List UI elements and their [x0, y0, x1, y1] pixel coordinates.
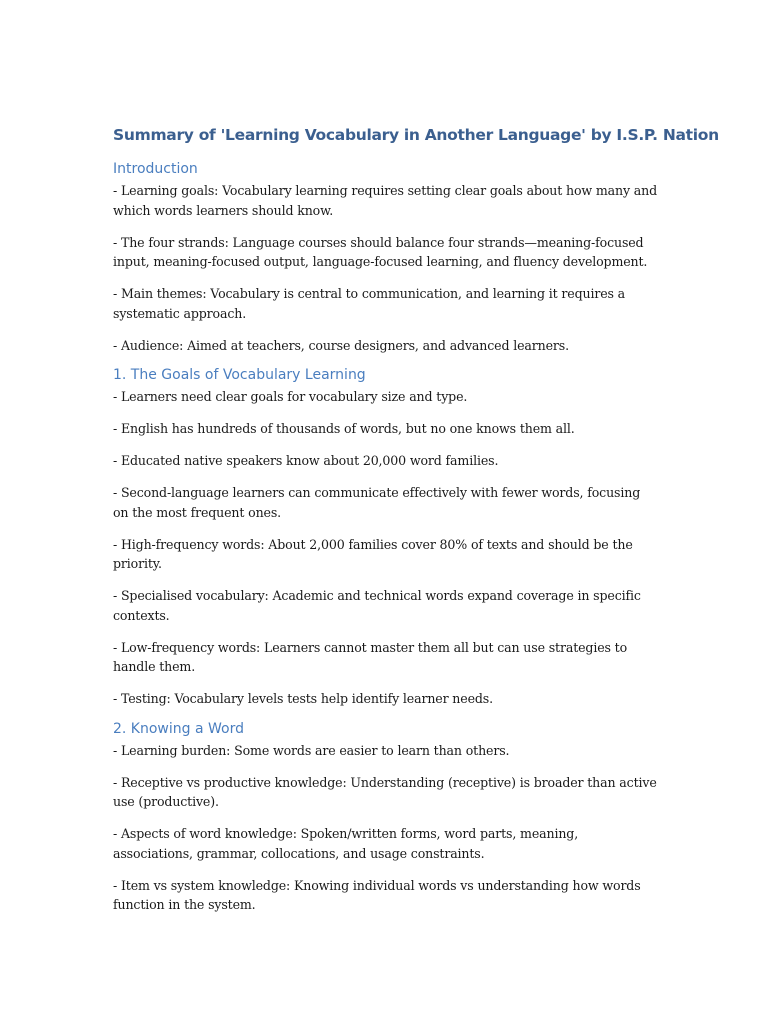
paragraph: - English has hundreds of thousands of words, but no one knows them all.: [113, 421, 575, 436]
paragraph: - Learning goals: Vocabulary learning requires setting clear goals about how many and which words learners should know.: [113, 183, 658, 218]
paragraph: - Main themes: Vocabulary is central to communication, and learning it requires a systematic approach.: [113, 286, 626, 321]
section-knowing-a-word: [113, 719, 658, 915]
section-goals-of-vocabulary-learning: [113, 365, 658, 709]
paragraph: - Learning burden: Some words are easier to learn than others.: [113, 742, 510, 758]
paragraph: - The four strands: Language courses should balance four strands—meaning-focused input, meaning-focused output, language-focused learning, and fluency development.: [113, 234, 648, 269]
section-heading: Introduction: [113, 161, 198, 177]
paragraph: - Specialised vocabulary: Academic and technical words expand coverage in specific contexts.: [113, 588, 641, 623]
paragraph: - Item vs system knowledge: Knowing individual words vs understanding how words function in the system.: [113, 877, 641, 912]
section-heading: 1. The Goals of Vocabulary Learning: [113, 367, 366, 383]
paragraph: - Audience: Aimed at teachers, course designers, and advanced learners.: [113, 337, 569, 353]
paragraph: - Learners need clear goals for vocabulary size and type.: [113, 389, 468, 404]
paragraph: - Testing: Vocabulary levels tests help identify learner needs.: [113, 691, 493, 706]
document-content: [113, 124, 719, 925]
paragraph: - Second-language learners can communicate effectively with fewer words, focusing on the most frequent ones.: [113, 485, 641, 520]
section-introduction: [113, 159, 658, 355]
document-title: Summary of 'Learning Vocabulary in Another Language' by I.S.P. Nation: [113, 126, 719, 144]
paragraph: - Educated native speakers know about 20,000 word families.: [113, 453, 499, 468]
section-heading: 2. Knowing a Word: [113, 720, 244, 737]
paragraph: - Receptive vs productive knowledge: Understanding (receptive) is broader than active use (productive).: [113, 774, 657, 809]
paragraph: - Low-frequency words: Learners cannot master them all but can use strategies to handle them.: [113, 639, 628, 674]
paragraph: - Aspects of word knowledge: Spoken/written forms, word parts, meaning, associations, grammar, collocations, and usage constraints.: [113, 826, 579, 861]
paragraph: - High-frequency words: About 2,000 families cover 80% of texts and should be the priority.: [113, 536, 633, 571]
